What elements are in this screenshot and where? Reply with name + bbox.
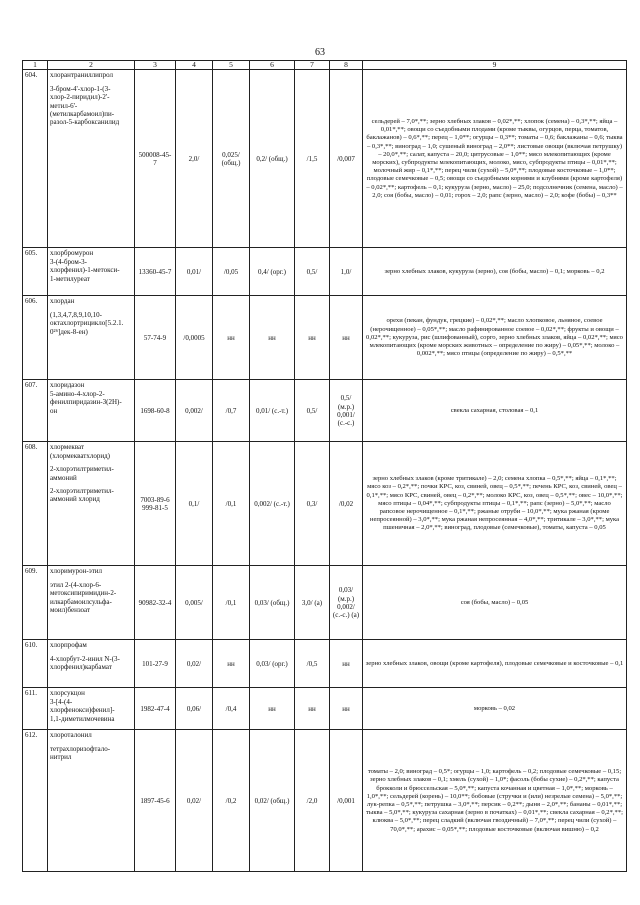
col8-value: /0,001 <box>330 730 363 872</box>
col4-value: 0,1/ <box>176 442 213 566</box>
col5-value: /0,1 <box>213 566 250 640</box>
col6-value: 0,2/ (общ.) <box>250 70 295 248</box>
substance-name-line: тетрахлоризофтало- <box>50 744 111 753</box>
col7-value: 3,0/ (а) <box>295 566 330 640</box>
cas-number: 1698-60-8 <box>135 380 176 442</box>
col4-value: 0,06/ <box>176 688 213 730</box>
residue-limits: зерно хлебных злаков (кроме тритикале) – 2,0; семена хлопка – 0,5*,**; яйца – 0,1*,**; мясо коз – 0,2*,**; почки КРС, коз, свиней, овец – 0,5*,**; печень КРС, коз, свиней, овец – 0,1*,**; мясо КРС, свиней, овец – 0,2*,**; молоко КРС, коз, овец – 0,5*,**; овес – 10,0*,**; мясо птицы – 0,04*,**; субпродукты птицы – 0,1*,**; рапс (зерно) – 5,0*,**; масло рапсовое нерочищенное – 0,1*,**; ржаные отруби – 10,0*,**; мука ржаная (кроме непросеянной) – 3,0*,**; мука ржаная непросеянная – 4,0*,**; тритикале – 3,0*,**; мука пшеничная – 2,0*,**; виноград, плодовые (семечковые), томаты, капуста – 0,05 <box>363 442 627 566</box>
col-header: 2 <box>48 61 135 70</box>
row-number: 604. <box>23 70 48 248</box>
col-header: 8 <box>330 61 363 70</box>
substance-name-line: этил 2-(4-хлор-6- <box>50 580 102 589</box>
col5-value: /0,4 <box>213 688 250 730</box>
residue-limits: морковь – 0,02 <box>363 688 627 730</box>
col4-value: 0,002/ <box>176 380 213 442</box>
substance-name <box>48 296 135 380</box>
substance-name-line: он <box>50 406 58 415</box>
row-number: 612. <box>23 730 48 872</box>
substance-name-line: (хлормекватхлорид) <box>50 451 110 460</box>
residue-limits: свекла сахарная, столовая – 0,1 <box>363 380 627 442</box>
residue-limits: соя (бобы, масло) – 0,05 <box>363 566 627 640</box>
substance-name-line: хлорантраниллипрол <box>50 71 113 80</box>
residue-limits: зерно хлебных злаков, овощи (кроме картофеля), плодовые семечковые и косточковые – 0,1 <box>363 640 627 688</box>
col4-value: 0,02/ <box>176 640 213 688</box>
col5-value: 0,025/ (общ.) <box>213 70 250 248</box>
table-row <box>23 70 627 248</box>
substance-name <box>48 248 135 296</box>
col8-value: 1,0/ <box>330 248 363 296</box>
table-row <box>23 248 627 296</box>
residue-limits: орехи (пекан, фундук, грецкие) – 0,02*,**; масло хлопковое, льняное, соевое (нерочищенное) – 0,05*,**; масло рафинированное соевое – 0,02*,**; фрукты и овощи – 0,02*,**; кукуруза, рис (шлифованный), сорго, зерно хлебных злаков, яйца – 0,02*,**; мясо млекопитающих (кроме морских животных – определение по жиру) – 0,05*,**; молоко – 0,002*,**; мясо птицы (определение по жиру) – 0,5*,** <box>363 296 627 380</box>
residue-limits: зерно хлебных злаков, кукуруза (зерно), соя (бобы, масло) – 0,1; морковь – 0,2 <box>363 248 627 296</box>
substance-name-line: 3-(4-бром-3- <box>50 257 88 266</box>
table-row <box>23 640 627 688</box>
col7-value: нн <box>295 296 330 380</box>
col6-value: нн <box>250 688 295 730</box>
col7-value: нн <box>295 688 330 730</box>
substance-name <box>48 640 135 688</box>
substance-name-line: 4-хлорбут-2-инил N-(3- <box>50 654 120 663</box>
row-number: 610. <box>23 640 48 688</box>
col5-value: /0,7 <box>213 380 250 442</box>
cas-number: 57-74-9 <box>135 296 176 380</box>
substance-name-line: 3-[4-(4- <box>50 697 73 706</box>
row-number: 605. <box>23 248 48 296</box>
substance-name-line: 1,1-диметилмочевина <box>50 714 115 723</box>
col5-value: нн <box>213 640 250 688</box>
col6-value: 0,03/ (общ.) <box>250 566 295 640</box>
substance-name-line: хлорбромурон <box>50 249 94 258</box>
substance-name-line: метил-6'- <box>50 101 78 110</box>
substance-name-line: хлороталонил <box>50 731 92 740</box>
col4-value: 0,01/ <box>176 248 213 296</box>
row-number: 607. <box>23 380 48 442</box>
substance-name-line: 2-хлорэтилтриметил- <box>50 487 114 496</box>
col6-value: 0,002/ (с.-т.) <box>250 442 295 566</box>
cas-number: 1982-47-4 <box>135 688 176 730</box>
substance-name-line: октахлортрицикло[5.2.1. <box>50 319 124 328</box>
row-number: 608. <box>23 442 48 566</box>
substance-name-line: хлорпрофам <box>50 641 87 650</box>
table-row <box>23 688 627 730</box>
col-header: 4 <box>176 61 213 70</box>
col4-value: /0,0005 <box>176 296 213 380</box>
substance-name-line: 2-хлорэтилтриметил- <box>50 465 114 474</box>
col-header: 1 <box>23 61 48 70</box>
col8-value: нн <box>330 688 363 730</box>
substance-name <box>48 566 135 640</box>
table-row <box>23 730 627 872</box>
substance-name <box>48 442 135 566</box>
row-number: 606. <box>23 296 48 380</box>
col4-value: 0,02/ <box>176 730 213 872</box>
substance-name-line: (1,3,4,7,8,9,10,10- <box>50 310 102 319</box>
substance-name-line: разол-5-карбоксанилид <box>50 118 120 127</box>
col-header: 6 <box>250 61 295 70</box>
page-number: 63 <box>315 47 325 58</box>
col8-value: нн <box>330 296 363 380</box>
col-header: 9 <box>363 61 627 70</box>
table-row <box>23 566 627 640</box>
col8-value: /0,007 <box>330 70 363 248</box>
table-row <box>23 296 627 380</box>
cas-number: 90982-32-4 <box>135 566 176 640</box>
substance-name-line: 5-амино-4-хлор-2- <box>50 389 105 398</box>
substance-name-line: хлордан <box>50 297 75 306</box>
substance-name-line: хлорфенил)-1-метокси- <box>50 266 120 275</box>
col7-value: /1,5 <box>295 70 330 248</box>
col5-value: нн <box>213 296 250 380</box>
substance-name-line: 0²⁶]дек-8-ен) <box>50 327 88 336</box>
col8-value: нн <box>330 640 363 688</box>
substance-name <box>48 730 135 872</box>
substance-name <box>48 380 135 442</box>
substance-name-line: метоксипиримидин-2- <box>50 589 117 598</box>
substance-name <box>48 688 135 730</box>
col6-value: нн <box>250 296 295 380</box>
substance-name-line: хлоридазон <box>50 381 85 390</box>
substance-name-line: 1-метилуреат <box>50 274 90 283</box>
col6-value: 0,03/ (орг.) <box>250 640 295 688</box>
substance-name-line: нитрил <box>50 753 72 762</box>
col4-value: 0,005/ <box>176 566 213 640</box>
col8-value: /0,02 <box>330 442 363 566</box>
residue-limits: томаты – 2,0; виноград – 0,5*; огурцы – 1,0; картофель – 0,2; плодовые семечковые – 0,15; зерно хлебных злаков – 0,1; хмель (сухой) – 1,0*; фасоль (бобы сухие) – 0,2*,**; капуста брокколи и брюссельская – 5,0*,**; капуста кочанная и цветная – 1,0*,**; морковь – 1,0*,**; сельдерей (корень) – 10,0**; бобовые (стручки и (или) незрелые семена) – 5,0*,**; лук-репка – 0,5*,**; петрушка – 3,0*,**; персик – 0,2**; дыня – 2,0*,**; бананы – 0,01*,**; тыква – 5,0*,**; кукуруза сахарная (зерно в початках) – 0,01*,**; свекла сахарная – 0,2*,**; клюква – 5,0*,**; перец сладкий (включая гвоздичный) – 7,0*,**; перец чили (сухой) – 70,0*,**; арахис – 0,05*,**; плодовые косточковые (включая вишню) – 0,2 <box>363 730 627 872</box>
col7-value: /2,0 <box>295 730 330 872</box>
table-row <box>23 442 627 566</box>
cas-number: 101-27-9 <box>135 640 176 688</box>
col6-value: 0,02/ (общ.) <box>250 730 295 872</box>
substance-name-line: хлор-2-пиридил)-2'- <box>50 93 110 102</box>
cas-number: 7003-89-6 999-81-5 <box>135 442 176 566</box>
substance-name-line: илкарбамоилсульфа- <box>50 597 112 606</box>
substance-name-line: моил)бензоат <box>50 606 91 615</box>
col5-value: /0,05 <box>213 248 250 296</box>
col8-value: 0,03/ (м.р.) 0,002/ (с.-с.) (а) <box>330 566 363 640</box>
col8-value: 0,5/ (м.р.) 0,001/ (с.-с.) <box>330 380 363 442</box>
row-number: 611. <box>23 688 48 730</box>
header-row <box>23 61 627 70</box>
substance-name-line: хлормекват <box>50 443 85 452</box>
col7-value: /0,5 <box>295 640 330 688</box>
cas-number: 13360-45-7 <box>135 248 176 296</box>
substance-name-line: фенилпиридазин-3(2H)- <box>50 398 122 407</box>
col5-value: /0,2 <box>213 730 250 872</box>
col4-value: 2,0/ <box>176 70 213 248</box>
substance-name-line: хлорсукцон <box>50 689 85 698</box>
col-header: 3 <box>135 61 176 70</box>
table-row <box>23 380 627 442</box>
row-number: 609. <box>23 566 48 640</box>
col-header: 7 <box>295 61 330 70</box>
mrl-table <box>22 60 627 872</box>
substance-name-line: аммоний <box>50 473 77 482</box>
col-header: 5 <box>213 61 250 70</box>
substance-name-line: (метилкарбамоил)пи- <box>50 110 115 119</box>
cas-number: 1897-45-6 <box>135 730 176 872</box>
col7-value: 0,3/ <box>295 442 330 566</box>
substance-name-line: хлорфенил)карбамат <box>50 663 112 672</box>
substance-name-line: аммоний хлорид <box>50 495 100 504</box>
residue-limits: сельдерей – 7,0*,**; зерно хлебных злаков – 0,02*,**; хлопок (семена) – 0,3*,**; яйца – 0,01*,**; овощи со съедобными плодами (кроме тыквы, огурцов, перца, томатов, баклажанов) – 0,6*,**; перец – 1,0**; огурцы – 0,3**; томаты – 0,6; баклажаны – 0,6; тыква – 0,3*,**; виноград – 1,0; сушеный виноград – 2,0**; листовые овощи (включая петрушку) – 20,0*,**; салат, капуста – 20,0; цитрусовые – 1,0**; мясо млекопитающих (кроме морских), субпродукты млекопитающих, молоко, мясо, субпродукты птицы – 0,01*,**; молочный жир – 0,1*,**; перец чили (сухой) – 5,0*,**; плодовые косточковые – 1,0**; плодовые семечковые – 0,5; овощи со съедобными корнями и клубнями (кроме картофеля) – 0,02*,**; картофель – 0,1; кукуруза (зерно, масло) – 25,0; подсолнечник (семена, масло) – 2,0; соя (бобы, масло) – 0,01; горох – 2,0; рапс (зерно, масло) – 2,0; кофе (бобы) – 0,3** <box>363 70 627 248</box>
col7-value: 0,5/ <box>295 248 330 296</box>
col7-value: 0,5/ <box>295 380 330 442</box>
cas-number: 500008-45-7 <box>135 70 176 248</box>
substance-name <box>48 70 135 248</box>
substance-name-line: хлоримурон-этил <box>50 567 103 576</box>
col5-value: /0,1 <box>213 442 250 566</box>
col6-value: 0,4/ (орг.) <box>250 248 295 296</box>
col6-value: 0,01/ (с.-т.) <box>250 380 295 442</box>
substance-name-line: 3-бром-4'-хлор-1-(3- <box>50 84 111 93</box>
substance-name-line: хлорфенокси)фенил]- <box>50 706 115 715</box>
